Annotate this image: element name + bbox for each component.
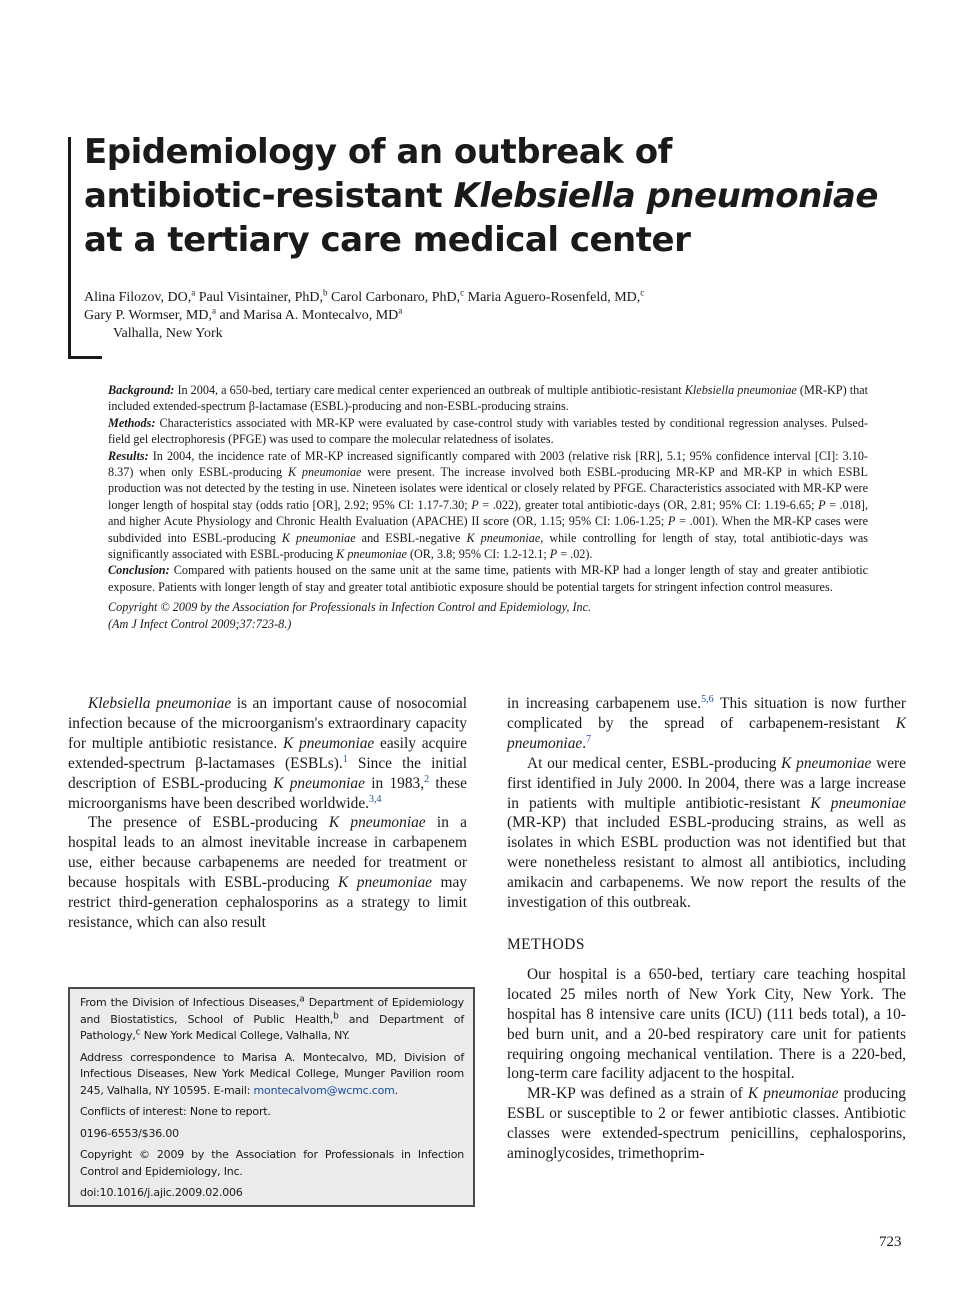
p4-text-3: (MR-KP) that included ESBL-producing strains, as well as isolates in which ESBL production was not identified but that were nonetheless resistant to almost all antibiotics, including amikacin and carbapenems. We now report the results of the investigation of this outbreak. [507, 814, 906, 912]
title-line-1: Epidemiology of an outbreak of [84, 132, 672, 172]
title-line-3: at a tertiary care medical center [84, 220, 691, 260]
title-frame-horizontal [68, 356, 102, 359]
author-2: Paul Visintainer, PhD, [195, 290, 324, 305]
author-6: and Marisa A. Montecalvo, MD [215, 308, 399, 323]
abstract-conclusion [108, 562, 868, 595]
email-link[interactable]: montecalvom@wcmc.com [253, 1083, 395, 1097]
abstract-citation: (Am J Infect Control 2009;37:723-8.) [108, 616, 292, 631]
affiliation-sup-b: b [333, 1010, 339, 1021]
p4-organism-2: K pneumoniae [810, 794, 906, 812]
affiliation-sup-c: c [135, 1027, 141, 1038]
p1-text-4: in 1983, [364, 774, 425, 792]
affiliation-text-3: and Department of Pathology, [80, 1012, 464, 1042]
p2-organism-1: K pneumoniae [328, 814, 426, 832]
p6-organism-1: K pneumoniae [747, 1085, 839, 1103]
page-number: 723 [879, 1234, 902, 1250]
background-text-1: In 2004, a 650-bed, tertiary care medical center experienced an outbreak of multiple antibiotic-resistant [174, 383, 685, 397]
affiliation-box [68, 987, 475, 1207]
reference-link-2[interactable]: 2 [424, 773, 430, 785]
author-location: Valhalla, New York [113, 326, 223, 341]
body-column-right [507, 694, 906, 1164]
conclusion-text: Compared with patients housed on the same unit at the same time, patients with MR-KP had a longer length of stay and greater antibiotic exposure. Patients with longer length of stay and greater total antibiotic exposure should be potential targets for stringent infection control measures. [108, 563, 868, 594]
p6-text-1: MR-KP was defined as a strain of [527, 1085, 748, 1103]
results-organism-3: K pneumoniae [466, 530, 541, 545]
p2-text-1: The presence of ESBL-producing [88, 814, 329, 832]
title-frame-vertical [68, 137, 71, 359]
abstract-copyright: Copyright © 2009 by the Association for Professionals in Infection Control and Epidemiology, Inc. [108, 600, 592, 615]
conflicts-of-interest: Conflicts of interest: None to report. [80, 1105, 271, 1118]
p3-text-1: in increasing carbapenem use. [507, 695, 702, 712]
reference-link-3-4[interactable]: 3,4 [369, 793, 382, 805]
p2-text-2: in a hospital leads to an almost inevitable increase in carbapenem use, either because carbapenems are needed for treatment or because hospitals with ESBL-producing [68, 814, 467, 892]
author-4: Maria Aguero-Rosenfeld, MD, [464, 290, 641, 305]
background-text-2: (MR-KP) that included extended-spectrum β-lactamase (ESBL)-producing and non-ESBL-producing strains. [108, 383, 868, 414]
author-4-affil: c [640, 287, 645, 298]
intro-paragraph-1 [68, 694, 467, 813]
affiliation-text-1: From the Division of Infectious Diseases, [80, 996, 300, 1009]
p1-text-2: easily acquire extended-spectrum β-lactamases (ESBLs). [68, 734, 467, 772]
results-organism-2: K pneumoniae [281, 530, 356, 545]
results-text-6: and ESBL-negative [355, 530, 467, 545]
author-list [84, 289, 784, 343]
affiliations [80, 995, 464, 1045]
author-5: Gary P. Wormser, MD, [84, 308, 212, 323]
p2-text-3: may restrict third-generation cephalosporins as a strategy to limit resistance, which can also result [68, 874, 467, 931]
p4-text-2: were first identified in July 2000. In 2004, there was a large increase in patients with multiple antibiotic-resistant [507, 754, 907, 812]
results-text-1: In 2004, the incidence rate of MR-KP increased significantly compared with 2003 (relative risk [RR], 5.1; 95% confidence interval [CI]: 3.10-8.37) when only ESBL-producing [108, 448, 868, 480]
methods-paragraph-1: Our hospital is a 650-bed, tertiary care teaching hospital located 25 miles north of New York City, New York. The hospital has 8 intensive care units (ICU) (111 beds total), a 10-bed burn unit, and a 20-bed respiratory care unit for patients requiring ongoing mechanical ventilation. There is a 220-bed, long-term care facility adjacent to the hospital. [507, 965, 906, 1083]
title-line-2-pre: antibiotic-resistant [84, 176, 454, 216]
abstract [108, 382, 868, 632]
results-label: Results: [108, 448, 149, 463]
p1-organism-3: K pneumoniae [273, 774, 365, 792]
p1-text-1: is an important cause of nosocomial infection because of the microorganism's extraordinary capacity for multiple antibiotic resistance. [68, 695, 468, 752]
doi[interactable]: doi:10.1016/j.ajic.2009.02.006 [80, 1186, 243, 1199]
results-text-8: (OR, 3.8; 95% CI: 1.2-12.1; [406, 547, 550, 562]
issn-price: 0196-6553/$36.00 [80, 1126, 179, 1140]
abstract-methods [108, 415, 868, 448]
article-title [84, 130, 904, 262]
body-column-left [68, 694, 467, 933]
methods-label: Methods: [108, 415, 156, 430]
reference-link-7[interactable]: 7 [586, 733, 592, 745]
p1-text-3: Since the initial description of ESBL-producing [68, 754, 467, 792]
p1-organism-1: Klebsiella pneumoniae [88, 695, 232, 712]
author-2-affil: b [323, 287, 328, 298]
results-text-5: = .001). When the MR-KP cases were subdivided into ESBL-producing [108, 514, 868, 545]
background-label: Background: [108, 383, 175, 397]
intro-paragraph-3 [507, 754, 906, 913]
background-organism: Klebsiella pneumoniae [684, 383, 797, 397]
conclusion-label: Conclusion: [108, 563, 170, 578]
p6-text-2: producing ESBL or susceptible to 2 or fewer antibiotic classes. Antibiotic classes were extended-spectrum penicillins, cephalosporins, aminoglycosides, trimethoprim- [507, 1085, 906, 1163]
author-1: Alina Filozov, DO, [84, 290, 192, 305]
p3-text-3: . [582, 734, 587, 752]
results-p-1: P [471, 497, 479, 512]
author-6-affil: a [398, 305, 403, 316]
p3-organism-1: K pneumoniae [507, 714, 906, 752]
title-organism: Klebsiella pneumoniae [453, 176, 878, 216]
affiliation-text-4: New York Medical College, Valhalla, NY. [140, 1029, 350, 1042]
results-text-9: = .02). [557, 547, 593, 562]
p2-organism-2: K pneumoniae [337, 874, 432, 892]
affiliation-sup-a: a [299, 994, 305, 1005]
correspondence-address: Address correspondence to Marisa A. Montecalvo, MD, Division of Infectious Diseases, New York Medical College, Munger Pavilion room 245, Valhalla, NY 10595. E-mail: [80, 1050, 464, 1097]
results-organism-4: K pneumoniae [336, 547, 407, 562]
results-organism-1: K pneumoniae [287, 465, 362, 480]
p3-text-2: This situation is now further complicated by the spread of carbapenem-resistant [507, 695, 906, 732]
methods-heading: METHODS [507, 935, 585, 953]
methods-paragraph-2 [507, 1084, 906, 1164]
correspondence-end: . [394, 1083, 398, 1097]
reference-link-1[interactable]: 1 [342, 753, 348, 765]
results-p-2: P [818, 497, 826, 512]
results-text-7: , while controlling for length of stay, total antibiotic-days was significantly associated with ESBL-producing [108, 530, 869, 562]
p4-text-1: At our medical center, ESBL-producing [527, 754, 782, 772]
results-p-4: P [549, 547, 558, 562]
p1-text-5: these microorganisms have been described worldwide. [68, 774, 467, 812]
abstract-results [108, 448, 868, 563]
correspondence [80, 1050, 464, 1100]
author-1-affil: a [191, 287, 196, 298]
author-3-affil: c [460, 287, 465, 298]
author-3: Carol Carbonaro, PhD, [327, 290, 461, 305]
box-copyright: Copyright © 2009 by the Association for Professionals in Infection Control and Epidemiology, Inc. [80, 1148, 464, 1178]
p4-organism-1: K pneumoniae [781, 754, 872, 772]
results-p-3: P [667, 514, 676, 529]
results-text-3: = .022), greater total antibiotic-days (OR, 2.81; 95% CI: 1.19-6.65; [478, 497, 819, 512]
intro-paragraph-2-cont [507, 694, 906, 754]
author-5-affil: a [211, 305, 216, 316]
affiliation-text-2: Department of Epidemiology and Biostatistics, School of Public Health, [80, 996, 464, 1026]
p1-organism-2: K pneumoniae [282, 734, 375, 752]
abstract-background [108, 382, 868, 415]
reference-link-5-6[interactable]: 5,6 [701, 693, 714, 705]
intro-paragraph-2 [68, 813, 467, 932]
methods-text: Characteristics associated with MR-KP were evaluated by case-control study with variables tested by conditional regression analyses. Pulsed-field gel electrophoresis (PFGE) was used to compare the molecular relatedness of isolates. [108, 415, 868, 447]
results-text-4: = .018], and higher Acute Physiology and Chronic Health Evaluation (APACHE) II score (OR, 1.15; 95% CI: 1.06-1.25; [108, 497, 869, 529]
results-text-2: were present. The increase involved both ESBL-producing MR-KP and MR-KP in which ESBL production was not detected by the testing in use. Nineteen isolates were identical or closely related by PFGE. Characteristics associated with MR-KP were longer length of hospital stay (odds ratio [OR], 2.92; 95% CI: 1.17-7.30; [108, 465, 868, 512]
